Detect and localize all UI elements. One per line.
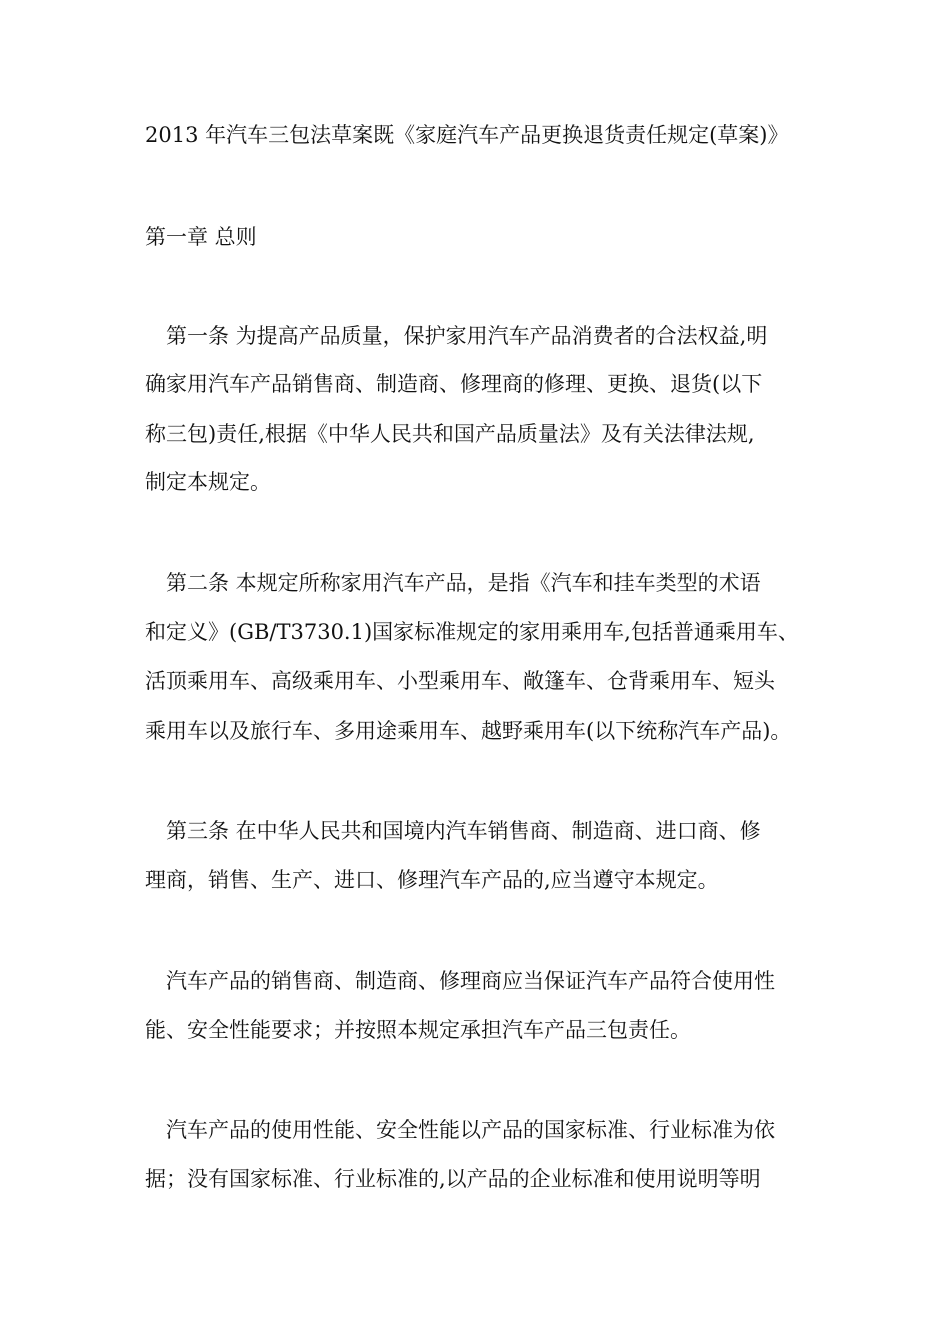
paragraph-line: 据；没有国家标准、行业标准的,以产品的企业标准和使用说明等明	[145, 1167, 761, 1191]
paragraph-line: 确家用汽车产品销售商、制造商、修理商的修理、更换、退货(以下	[145, 372, 763, 396]
paragraph-line: 第二条 本规定所称家用汽车产品，是指《汽车和挂车类型的术语	[166, 571, 761, 595]
paragraph-line: 制定本规定。	[145, 470, 271, 494]
paragraph-line: 乘用车以及旅行车、多用途乘用车、越野乘用车(以下统称汽车产品)。	[145, 719, 792, 743]
paragraph-line: 理商，销售、生产、进口、修理汽车产品的,应当遵守本规定。	[145, 868, 719, 892]
paragraph-line: 第一条 为提高产品质量，保护家用汽车产品消费者的合法权益,明	[166, 324, 768, 348]
document-title: 2013 年汽车三包法草案既《家庭汽车产品更换退货责任规定(草案)》	[145, 123, 789, 147]
paragraph-line: 能、安全性能要求；并按照本规定承担汽车产品三包责任。	[145, 1018, 691, 1042]
chapter-heading: 第一章 总则	[145, 225, 257, 249]
paragraph-line: 和定义》(GB/T3730.1)国家标准规定的家用乘用车,包括普通乘用车、	[145, 620, 799, 644]
paragraph-line: 汽车产品的销售商、制造商、修理商应当保证汽车产品符合使用性	[166, 969, 775, 993]
paragraph-line: 汽车产品的使用性能、安全性能以产品的国家标准、行业标准为依	[166, 1118, 775, 1142]
paragraph-line: 称三包)责任,根据《中华人民共和国产品质量法》及有关法律法规,	[145, 422, 755, 446]
paragraph-line: 第三条 在中华人民共和国境内汽车销售商、制造商、进口商、修	[166, 819, 761, 843]
paragraph-line: 活顶乘用车、高级乘用车、小型乘用车、敞篷车、仓背乘用车、短头	[145, 669, 775, 693]
